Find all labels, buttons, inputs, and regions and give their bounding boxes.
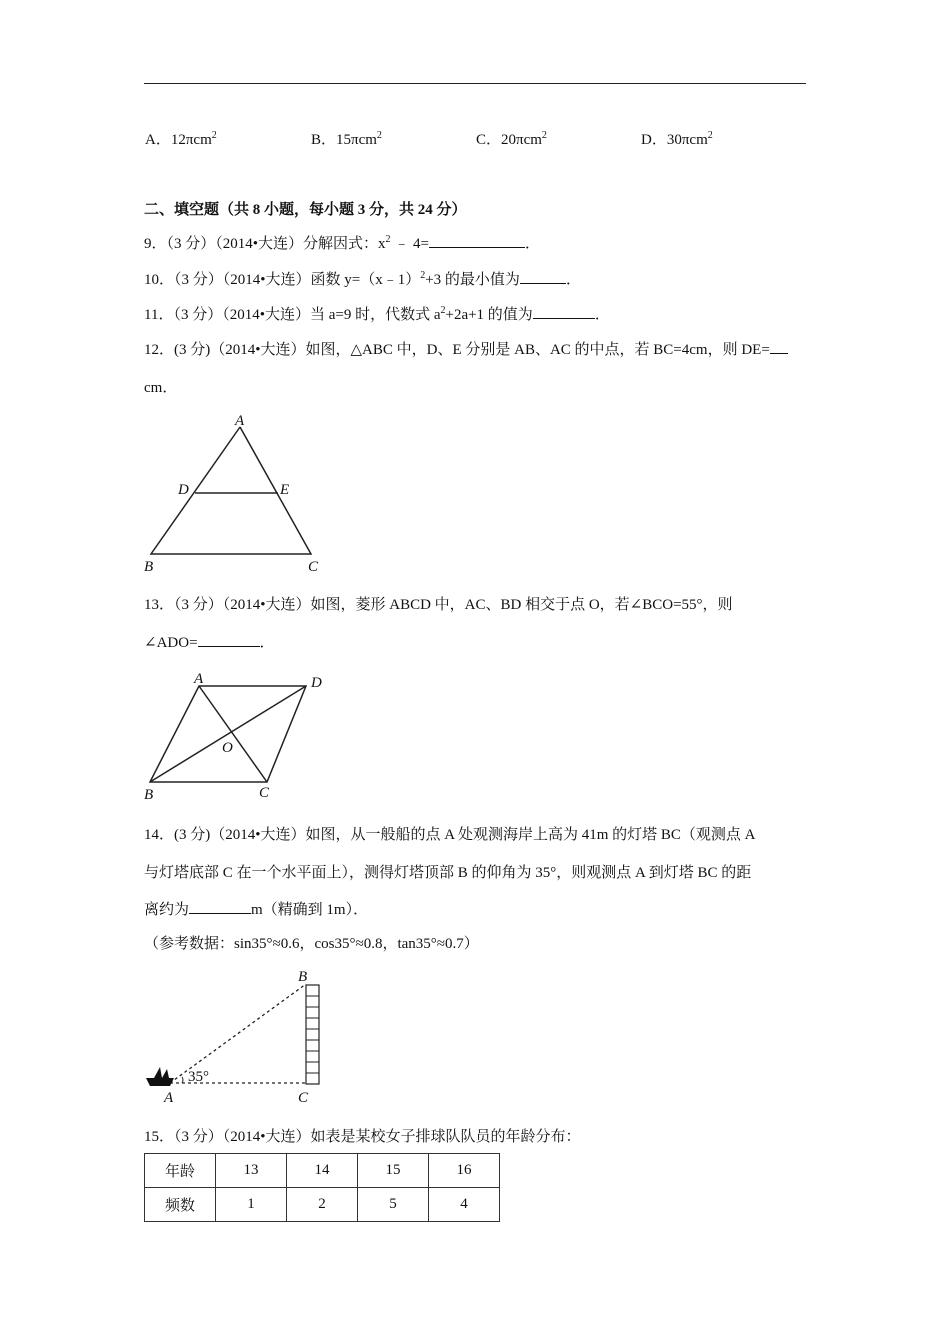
question-10: 10．（3 分）（2014•大连）函数 y=（x﹣1）$^2$+3 的最小值为 ． [144,270,581,288]
question-12: 12．(3 分)（2014•大连）如图，△ABC 中，D、E 分别是 AB、AC 的中点，若 BC=4cm，则 DE= [144,338,788,359]
table-row [145,1154,500,1188]
label-c: C [259,785,270,801]
lighthouse-tower [306,985,319,1084]
label-c: C [308,559,319,575]
table-cell: 15 [358,1154,429,1188]
table-row [145,1188,500,1222]
option-d[interactable]: D．30πcm$^2$ [641,130,713,148]
label-b: B [144,559,154,575]
table-cell: 13 [216,1154,287,1188]
answer-blank-9[interactable] [429,233,525,248]
question-13: 13．（3 分）（2014•大连）如图，菱形 ABCD 中，AC、BD 相交于点 O，若∠BCO=55°，则 [144,597,733,613]
answer-blank-14[interactable] [189,899,251,914]
label-e: E [280,482,290,498]
table-cell: 16 [429,1154,500,1188]
label-a: A [194,671,204,687]
angle-label: 35° [188,1069,209,1085]
question-14-line-3: 离约为 m（精确到 1m）． [144,898,368,919]
question-13-line-2: ∠ADO= ． [144,631,275,652]
question-14-line-2: 与灯塔底部 C 在一个水平面上），测得灯塔顶部 B 的仰角为 35°，则观测点 A 到灯塔 BC 的距 [144,865,752,881]
question-12-line-2: cm． [144,380,178,396]
label-a: A [164,1090,174,1106]
question-14: 14．(3 分)（2014•大连）如图，从一般船的点 A 处观测海岸上高为 41m 的灯塔 BC（观测点 A [144,827,756,843]
answer-blank-12[interactable] [770,339,788,354]
boat-icon [146,1067,174,1086]
question-15: 15．（3 分）（2014•大连）如表是某校女子排球队队员的年龄分布： [144,1129,581,1145]
diagonal-bd [150,686,306,782]
option-a[interactable]: A．12πcm$^2$ [145,130,217,148]
answer-blank-11[interactable] [533,304,595,319]
age-distribution-table [144,1153,500,1222]
question-9: 9．（3 分）（2014•大连）分解因式：$x^2$ ﹣ 4= ． [144,234,540,252]
figure-14-lighthouse [140,965,340,1107]
label-b: B [144,787,154,803]
answer-blank-10[interactable] [520,269,566,284]
section-title: 二、填空题（共 8 小题，每小题 3 分，共 24 分） [144,202,467,218]
label-o: O [222,740,233,756]
angle-arc [182,1077,183,1083]
label-d: D [311,675,322,691]
label-c: C [298,1090,309,1106]
table-cell: 5 [358,1188,429,1222]
label-b: B [298,969,308,985]
option-c[interactable]: C．20πcm$^2$ [476,130,547,148]
question-11: 11．（3 分）（2014•大连）当 a=9 时，代数式 $a^2+2a+1$ 的值为 ． [144,305,610,323]
table-cell: 4 [429,1188,500,1222]
label-d: D [178,482,189,498]
table-cell: 频数 [145,1188,216,1222]
figure-12-triangle [140,405,340,580]
answer-blank-13[interactable] [198,632,260,647]
header-rule [144,83,806,84]
question-14-reference: （参考数据：sin35°≈0.6，cos35°≈0.8，tan35°≈0.7） [144,936,479,952]
table-cell: 1 [216,1188,287,1222]
figure-13-rhombus [140,665,340,805]
table-cell: 14 [287,1154,358,1188]
diagonal-ac [199,686,267,782]
label-a: A [235,413,245,429]
table-cell: 2 [287,1188,358,1222]
option-b[interactable]: B．15πcm$^2$ [311,130,382,148]
table-cell: 年龄 [145,1154,216,1188]
